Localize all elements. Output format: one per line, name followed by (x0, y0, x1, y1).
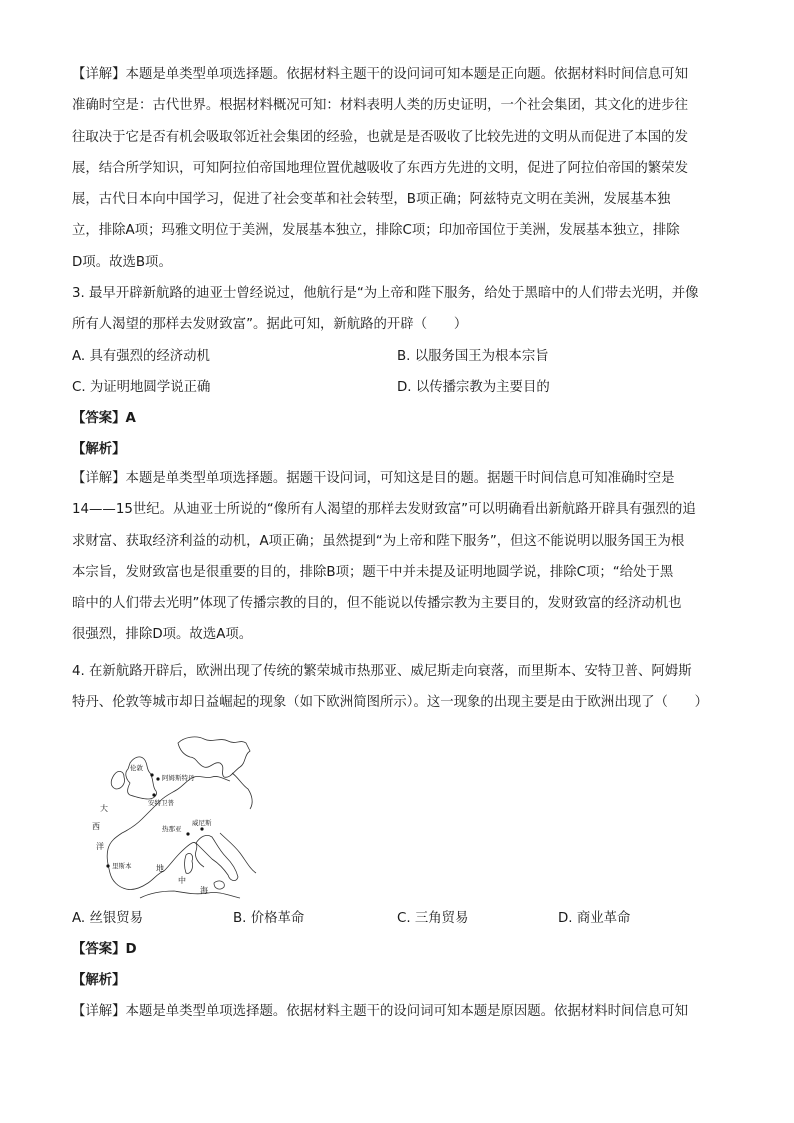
coastline (107, 737, 256, 898)
q4-option-c: C. 三角贸易 (397, 911, 469, 926)
prev-question-detail (72, 59, 722, 278)
text-line: 展，结合所学知识，可知阿拉伯帝国地理位置优越吸收了东西方先进的文明，促进了阿拉伯帝国的繁荣发 (72, 160, 688, 176)
city-antwerp: 安特卫普 (148, 799, 174, 807)
sea-label-atlantic-2: 西 (92, 822, 100, 831)
q4-analysis-label: 【解析】 (72, 973, 126, 988)
city-amsterdam: 阿姆斯特丹 (162, 774, 195, 782)
q3-analysis-label: 【解析】 (72, 442, 126, 457)
text-line: 特丹、伦敦等城市却日益崛起的现象（如下欧洲简图所示）。这一现象的出现主要是由于欧洲出现了（ ） (72, 695, 709, 711)
q3-option-b: B. 以服务国王为根本宗旨 (397, 349, 549, 364)
text-line: 求财富、获取经济利益的动机，A项正确；虽然提到“为上帝和陛下服务”，但这不能说明以服务国王为根 (72, 533, 685, 549)
q3-detail (72, 463, 722, 651)
text-line: 展，古代日本向中国学习，促进了社会变革和社会转型，B项正确；阿兹特克文明在美洲，发展基本独 (72, 192, 671, 208)
text-line: 很强烈，排除D项。故选A项。 (72, 627, 253, 643)
q3-answer: 【答案】A (72, 411, 136, 426)
text-line: 往取决于它是否有机会吸取邻近社会集团的经验，也就是是否吸收了比较先进的文明从而促进了本国的发 (72, 129, 688, 145)
text-line: 立，排除A项；玛雅文明位于美洲，发展基本独立，排除C项；印加帝国位于美洲，发展基本独立，排除 (72, 223, 680, 239)
city-genoa: 热那亚 (162, 825, 182, 833)
text-line: 3. 最早开辟新航路的迪亚士曾经说过，他航行是“为上帝和陛下服务，给处于黑暗中的人们带去光明，并像 (72, 286, 699, 301)
q3-option-a: A. 具有强烈的经济动机 (72, 349, 210, 364)
q3-option-c: C. 为证明地圆学说正确 (72, 380, 211, 395)
city-london: 伦敦 (130, 764, 143, 772)
city-lisbon: 里斯本 (112, 862, 132, 870)
text-line: 14——15世纪。从迪亚士所说的“像所有人渴望的那样去发财致富”可以明确看出新航路开辟具有强烈的追 (72, 502, 696, 518)
q4-option-b: B. 价格革命 (233, 911, 305, 926)
sea-label-med-2: 中 (178, 876, 186, 885)
sea-label-med-1: 地 (156, 864, 164, 873)
text-line: 准确时空是：古代世界。根据材料概况可知：材料表明人类的历史证明，一个社会集团，其文化的进步往 (72, 98, 688, 114)
city-venice: 威尼斯 (192, 819, 212, 827)
question-4-stem (72, 656, 722, 719)
sea-label-med-3: 海 (200, 886, 208, 895)
question-3-stem (72, 278, 722, 341)
sea-label-atlantic-1: 大 (100, 804, 108, 813)
text-line: 4. 在新航路开辟后，欧洲出现了传统的繁荣城市热那亚、威尼斯走向衰落，而里斯本、安特卫普、阿姆斯 (72, 664, 692, 679)
europe-sketch-map (92, 733, 260, 898)
sea-label-atlantic-3: 洋 (96, 842, 104, 851)
text-line: 【详解】本题是单类型单项选择题。据题干设问词，可知这是目的题。据题干时间信息可知准确时空是 (72, 471, 675, 486)
q4-detail (72, 996, 722, 1027)
q4-answer: 【答案】D (72, 942, 137, 957)
q3-option-d: D. 以传播宗教为主要目的 (397, 380, 550, 395)
q4-option-a: A. 丝银贸易 (72, 911, 143, 926)
text-line: 【详解】本题是单类型单项选择题。依据材料主题干的设问词可知本题是原因题。依据材料时间信息可知 (72, 1004, 688, 1019)
text-line: 【详解】本题是单类型单项选择题。依据材料主题干的设问词可知本题是正向题。依据材料时间信息可知 (72, 67, 688, 82)
text-line: 暗中的人们带去光明”体现了传播宗教的目的，但不能说以传播宗教为主要目的，发财致富的经济动机也 (72, 596, 682, 612)
text-line: D项。故选B项。 (72, 254, 172, 270)
q4-option-d: D. 商业革命 (558, 911, 631, 926)
text-line: 本宗旨，发财致富也是很重要的目的，排除B项；题干中并未提及证明地圆学说，排除C项；“给处于黑 (72, 564, 674, 580)
text-line: 所有人渴望的那样去发财致富”。据此可知，新航路的开辟（ ） (72, 317, 468, 333)
